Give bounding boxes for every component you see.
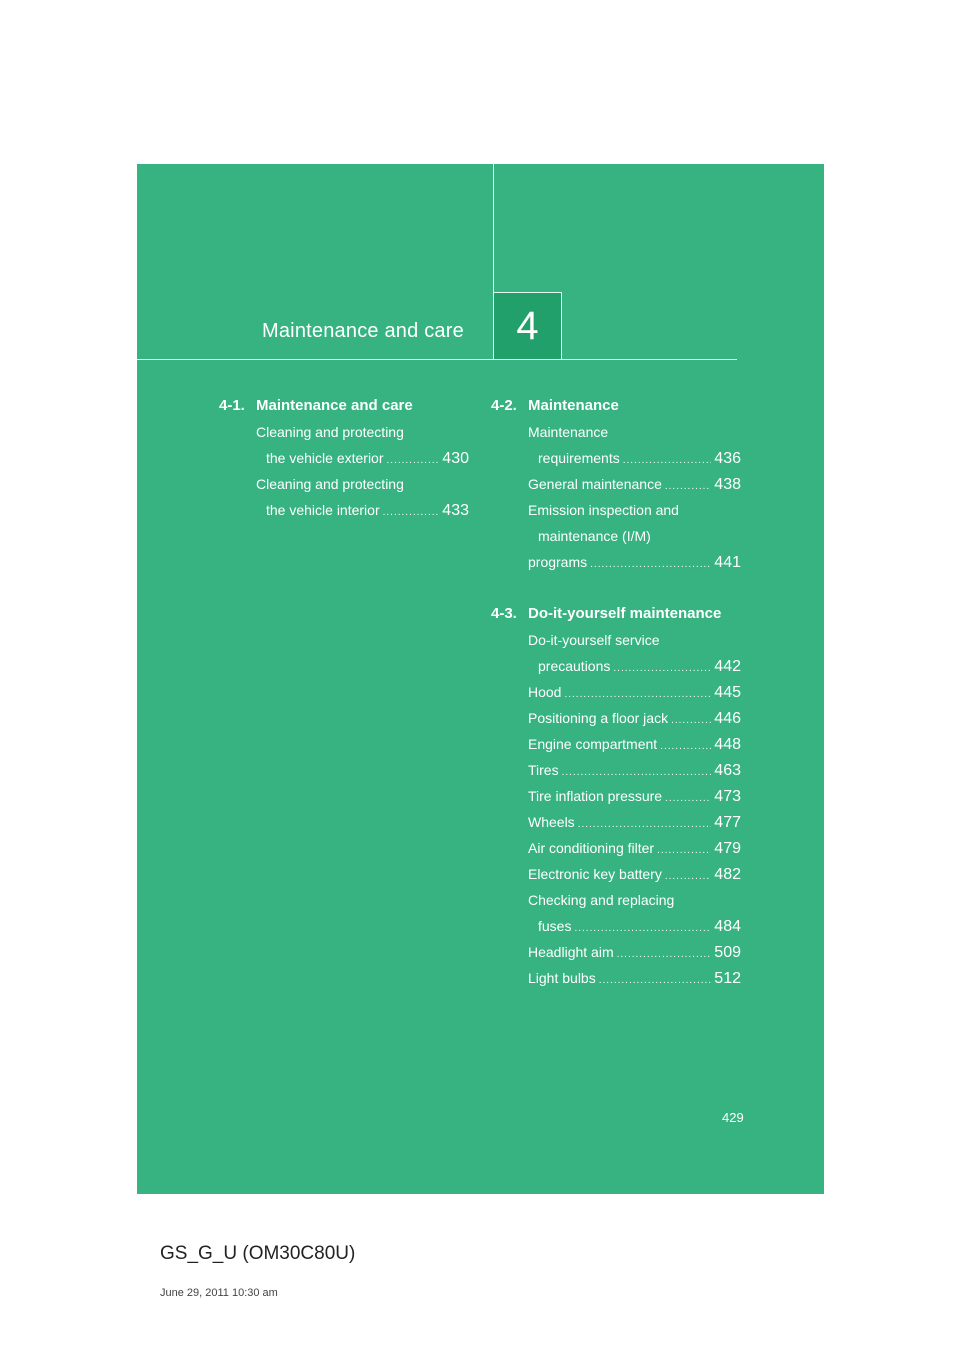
toc-entry[interactable]: [528, 419, 741, 471]
toc-entry[interactable]: [528, 835, 741, 861]
entry-text: Maintenance: [528, 424, 609, 440]
section-number: 4-3.: [491, 605, 517, 622]
page-ref: 430: [442, 450, 469, 467]
page-ref: 484: [714, 918, 741, 935]
entry-text: Headlight aim: [528, 944, 614, 960]
entry-text: requirements: [538, 450, 620, 466]
section-title: Do-it-yourself maintenance: [528, 605, 722, 622]
toc-entry[interactable]: [528, 497, 741, 575]
entry-text: Do-it-yourself service: [528, 632, 660, 648]
entry-text: Engine compartment: [528, 736, 658, 752]
page-ref: 448: [714, 736, 741, 753]
divider-horizontal: [137, 359, 737, 360]
entry-text: Air conditioning filter: [528, 840, 655, 856]
document-code: GS_G_U (OM30C80U): [160, 1243, 356, 1264]
page-ref: 463: [714, 762, 741, 779]
toc-entry[interactable]: [256, 419, 469, 471]
entry-text: Wheels: [528, 814, 575, 830]
leader-dots: [660, 734, 711, 760]
entry-text: Emission inspection and: [528, 502, 679, 518]
leader-dots: [613, 656, 711, 682]
toc-entry[interactable]: [256, 471, 469, 523]
section-heading[interactable]: [491, 601, 741, 627]
chapter-number-box: [494, 292, 562, 359]
page-number: 429: [722, 1110, 744, 1125]
toc-section: [491, 393, 741, 575]
page-ref: 512: [714, 970, 741, 987]
entry-text: Positioning a floor jack: [528, 710, 669, 726]
entry-text: General maintenance: [528, 476, 662, 492]
entry-text: the vehicle interior: [266, 502, 380, 518]
entry-text: the vehicle exterior: [266, 450, 384, 466]
toc-entry[interactable]: [528, 705, 741, 731]
chapter-number: 4: [516, 303, 539, 348]
entry-text: Cleaning and protecting: [256, 424, 404, 440]
leader-dots: [590, 552, 711, 578]
section-title: Maintenance: [528, 397, 619, 414]
toc-entry[interactable]: [528, 627, 741, 679]
toc-section: [219, 393, 469, 523]
toc-column-right: [491, 393, 741, 991]
leader-dots: [599, 968, 712, 994]
section-heading[interactable]: [491, 393, 741, 419]
toc-entry[interactable]: [528, 757, 741, 783]
toc-entry[interactable]: [528, 679, 741, 705]
leader-dots: [671, 708, 711, 734]
toc-entry[interactable]: [528, 887, 741, 939]
page-ref: 442: [714, 658, 741, 675]
entry-text: Checking and replacing: [528, 892, 675, 908]
chapter-title: Maintenance and care: [262, 320, 464, 342]
toc-entry[interactable]: [528, 809, 741, 835]
document-date: June 29, 2011 10:30 am: [160, 1287, 278, 1299]
page-ref: 473: [714, 788, 741, 805]
entry-text: Light bulbs: [528, 970, 596, 986]
entry-text: precautions: [538, 658, 611, 674]
page-ref: 433: [442, 502, 469, 519]
section-title: Maintenance and care: [256, 397, 413, 414]
section-spacer: [491, 575, 741, 601]
page-ref: 477: [714, 814, 741, 831]
toc-entry[interactable]: [528, 783, 741, 809]
page-ref: 479: [714, 840, 741, 857]
toc-entry[interactable]: [528, 939, 741, 965]
page-ref: 482: [714, 866, 741, 883]
toc-entry[interactable]: [528, 471, 741, 497]
section-heading[interactable]: [219, 393, 469, 419]
leader-dots: [665, 786, 711, 812]
page-ref: 509: [714, 944, 741, 961]
toc-column-left: [219, 393, 469, 523]
page-ref: 438: [714, 476, 741, 493]
toc-entry[interactable]: [528, 731, 741, 757]
section-number: 4-1.: [219, 397, 245, 414]
page-ref: 446: [714, 710, 741, 727]
entry-text: maintenance (I/M): [538, 528, 651, 544]
leader-dots: [657, 838, 711, 864]
page-ref: 436: [714, 450, 741, 467]
leader-dots: [617, 942, 712, 968]
entry-text: Cleaning and protecting: [256, 476, 404, 492]
entry-text: programs: [528, 554, 588, 570]
toc-section: [491, 601, 741, 991]
entry-text: Electronic key battery: [528, 866, 662, 882]
leader-dots: [383, 500, 440, 526]
entry-text: Tire inflation pressure: [528, 788, 663, 804]
section-number: 4-2.: [491, 397, 517, 414]
page-ref: 441: [714, 554, 741, 571]
entry-text: Tires: [528, 762, 559, 778]
toc-entry[interactable]: [528, 861, 741, 887]
page-ref: 445: [714, 684, 741, 701]
entry-text: fuses: [538, 918, 572, 934]
toc-entry[interactable]: [528, 965, 741, 991]
entry-text: Hood: [528, 684, 562, 700]
